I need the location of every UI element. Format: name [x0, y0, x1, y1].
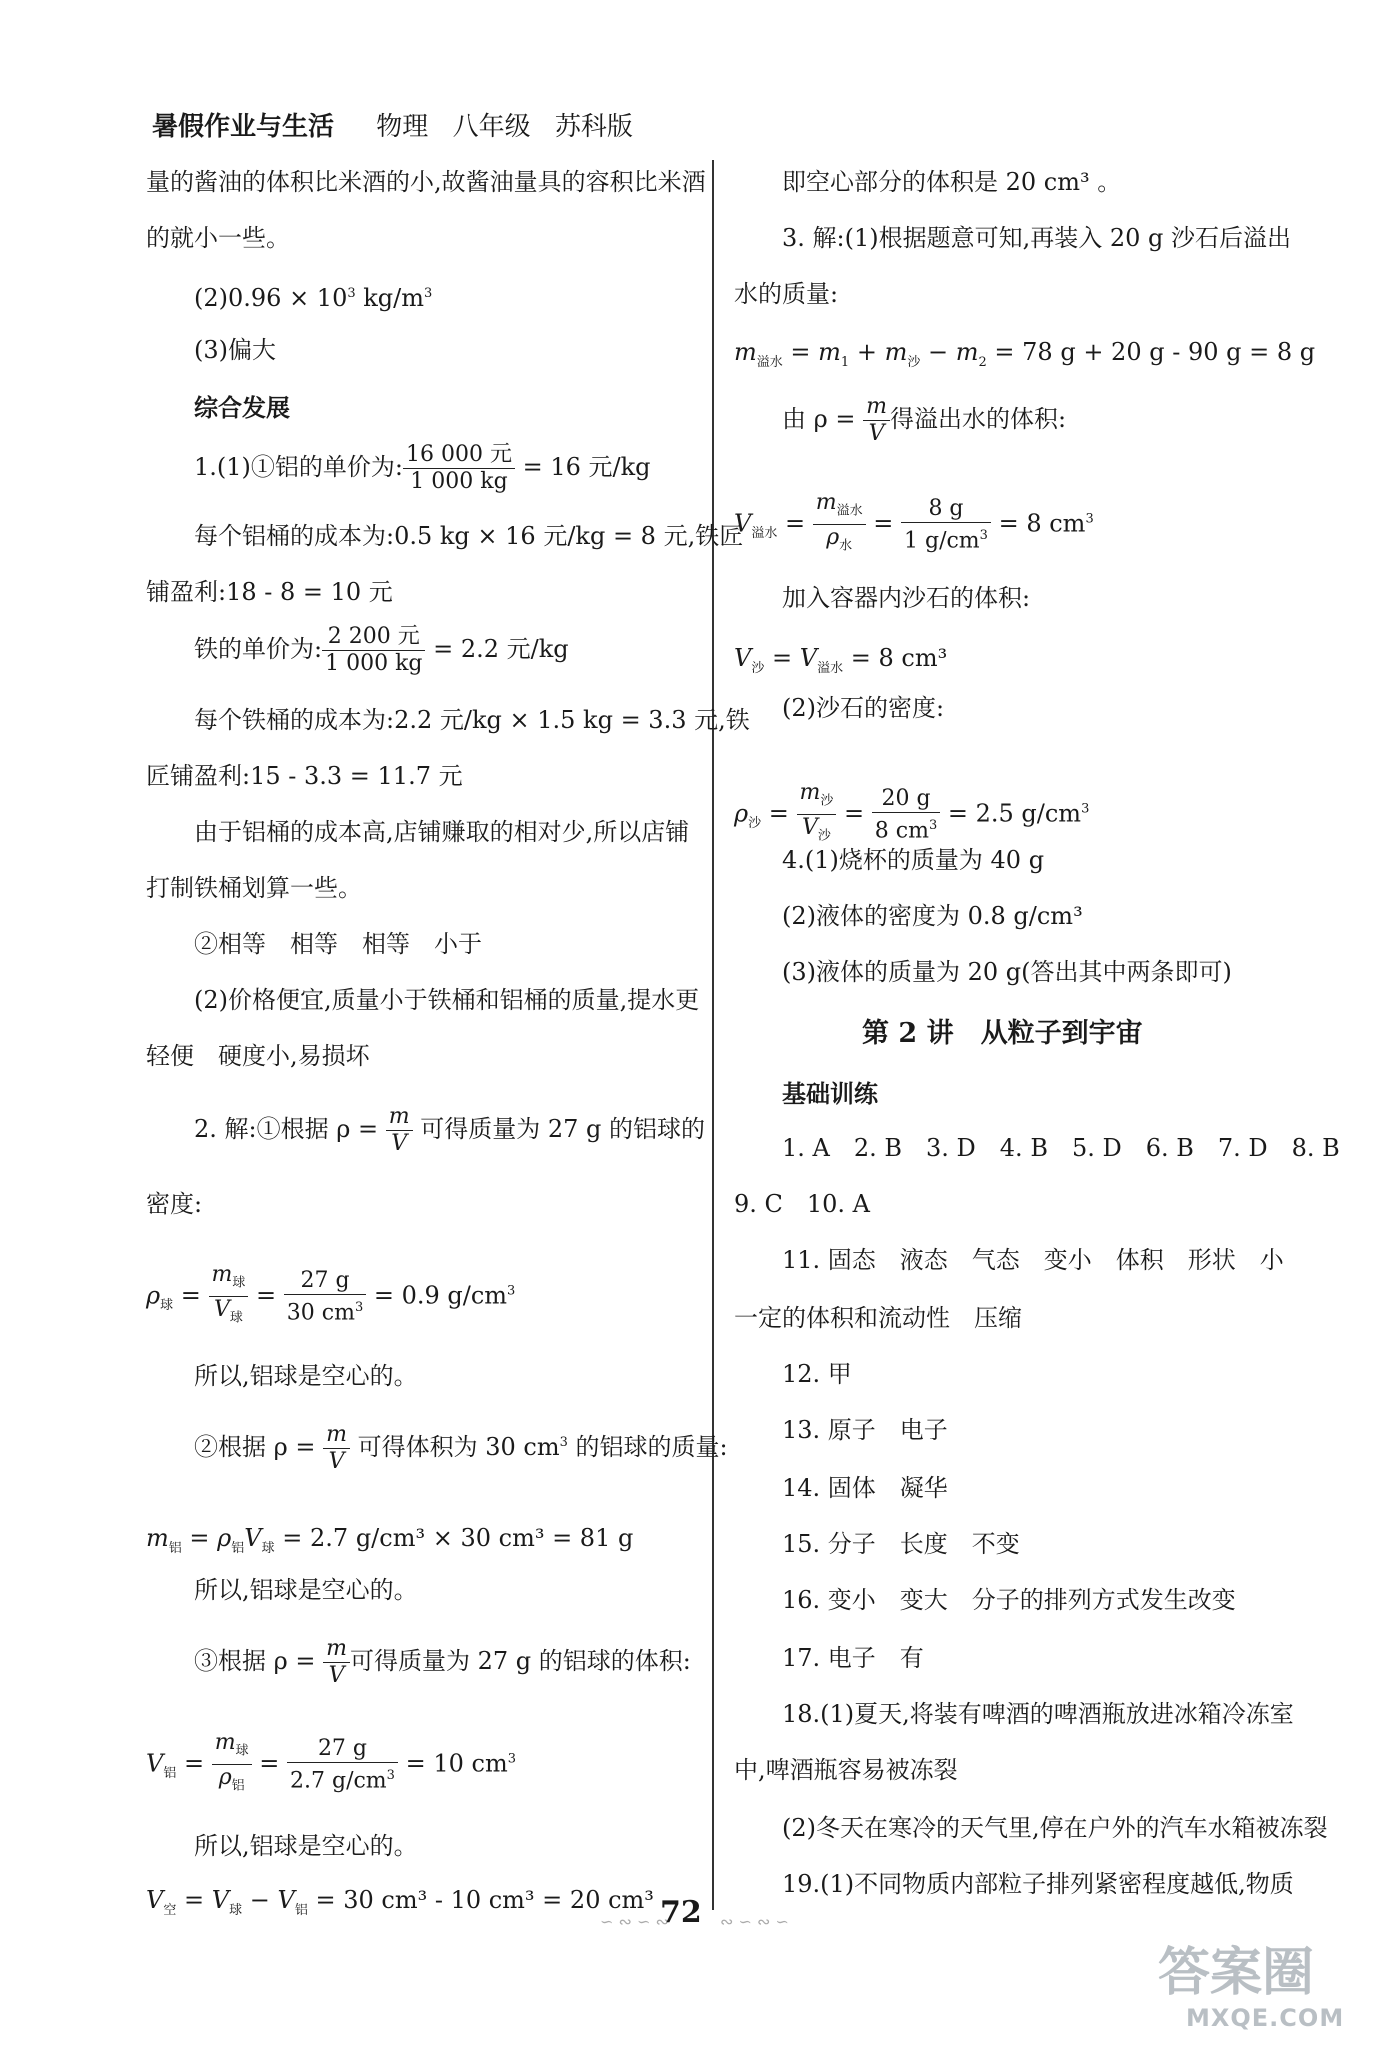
section-heading: 综合发展: [194, 393, 290, 422]
text-line: (2)沙石的密度:: [782, 694, 945, 722]
column-divider: [712, 160, 714, 1910]
page-header: [152, 106, 649, 143]
text-line: 由于铝桶的成本高,店铺赚取的相对少,所以店铺: [194, 818, 690, 846]
formula-line: $\rho_沙$ = $\frac{m_沙}{V_沙}$ = $\frac{20 g}{8 cm^3}$ = 2.5 $g/cm^3$: [734, 780, 1090, 844]
text-line: 的就小一些。: [146, 224, 290, 252]
formula-line: $V_空 = V_球 - V_铝 = 30$ cm³ - 10 cm³ = 20 cm³: [146, 1886, 654, 1918]
answer-line: 14. 固体 凝华: [782, 1474, 948, 1502]
formula-line: $m_{溢水} = m_1 + m_沙 - m_2 = 78$ g + 20 g - 90 g = 8 g: [734, 338, 1316, 370]
formula-line: 铁的单价为: $\frac{\text{2 200 元}}{1 000 kg}$ = 2.2 元/kg: [194, 624, 569, 676]
text-line: 铺盈利:18 - 8 = 10 元: [146, 578, 393, 606]
lesson-title: 第 2 讲 从粒子到宇宙: [862, 1018, 1143, 1049]
answer-line: 9. C 10. A: [734, 1190, 871, 1218]
answer-line: 18.(1)夏天,将装有啤酒的啤酒瓶放进冰箱冷冻室: [782, 1700, 1294, 1728]
formula-line: ③根据 ρ = $\frac{m}{V}$ 可得质量为 27 g 的铝球的体积:: [194, 1636, 691, 1688]
grade: 八年级: [452, 112, 531, 142]
text-line: 所以,铝球是空心的。: [194, 1832, 418, 1860]
edition: 苏科版: [554, 112, 633, 142]
ornament-left: ∽ ∾ ∽ ∾: [600, 1912, 669, 1931]
fraction: $\frac{m}{V}$: [386, 1104, 413, 1157]
answer-line: (2)冬天在寒冷的天气里,停在户外的汽车水箱被冻裂: [782, 1814, 1328, 1842]
answer-line: 中,啤酒瓶容易被冻裂: [734, 1756, 958, 1784]
formula-line: $V_铝$ = $\frac{m_球}{\rho_铝}$ = $\frac{27 g}{2.7 g/cm^3}$ = 10 $cm^3$: [146, 1730, 516, 1794]
text-line: 所以,铝球是空心的。: [194, 1362, 418, 1390]
text-line: 加入容器内沙石的体积:: [782, 584, 1031, 612]
fraction: $\frac{27 g}{30 cm^3}$: [284, 1268, 366, 1326]
ornament-right: ∾ ∽ ∾ ∽: [720, 1912, 789, 1931]
answer-line: 一定的体积和流动性 压缩: [734, 1304, 1022, 1332]
text-line: 3. 解:(1)根据题意可知,再装入 20 g 沙石后溢出: [782, 224, 1292, 252]
formula-line: 1.(1)①铝的单价为: $\frac{\text{16 000 元}}{1 000 kg}$ = 16 元/kg: [194, 442, 651, 494]
text-line: 打制铁桶划算一些。: [146, 874, 362, 902]
subject: 物理: [376, 112, 429, 142]
formula-line: $V_沙 = V_{溢水} = 8$ cm³: [734, 644, 948, 676]
watermark-logo: 答案圈 MXQE.COM: [1158, 1943, 1345, 2032]
text-line: 水的质量:: [734, 280, 839, 308]
answer-line: 1. A 2. B 3. D 4. B 5. D 6. B 7. D 8. B: [782, 1134, 1340, 1162]
answer-line: 17. 电子 有: [782, 1644, 924, 1672]
formula-line: $\rho_球$ = $\frac{m_球}{V_球}$ = $\frac{27 g}{30 cm^3}$ = 0.9 $g/cm^3$: [146, 1262, 516, 1326]
text-line: ②相等 相等 相等 小于: [194, 930, 482, 958]
text-line: (2)液体的密度为 0.8 g/cm³: [782, 902, 1083, 930]
answer-line: 12. 甲: [782, 1360, 852, 1388]
text-line: 每个铁桶的成本为:2.2 元/kg × 1.5 kg = 3.3 元,铁: [194, 706, 750, 734]
formula-line: $V_{溢水}$ = $\frac{m_{溢水}}{\rho_水}$ = $\frac{8 g}{1 g/cm^3}$ = 8 $cm^3$: [734, 490, 1094, 554]
answer-line: $(2)0.96 \times 10^3$ $kg/m^3$: [194, 284, 433, 312]
formula-line: 由 ρ = $\frac{m}{V}$ 得溢出水的体积:: [782, 394, 1067, 446]
page-number: 72: [660, 1895, 702, 1930]
text-line: 密度:: [146, 1190, 203, 1218]
answer-line: 13. 原子 电子: [782, 1416, 948, 1444]
fraction: $\frac{\text{2 200 元}}{1 000 kg}$: [322, 624, 425, 677]
answer-line: 16. 变小 变大 分子的排列方式发生改变: [782, 1586, 1236, 1614]
fraction: $\frac{27 g}{2.7 g/cm^3}$: [287, 1736, 398, 1794]
fraction: $\frac{\text{16 000 元}}{1 000 kg}$: [403, 442, 515, 495]
text-line: 每个铝桶的成本为:0.5 kg × 16 元/kg = 8 元,铁匠: [194, 522, 744, 550]
answer-line: 19.(1)不同物质内部粒子排列紧密程度越低,物质: [782, 1870, 1294, 1898]
book-title: 暑假作业与生活: [152, 112, 335, 142]
text-line: 轻便 硬度小,易损坏: [146, 1042, 370, 1070]
formula-line: ②根据 ρ = $\frac{m}{V}$ 可得体积为 30 $cm^3$ 的铝球的质量:: [194, 1422, 728, 1474]
text-line: (2)价格便宜,质量小于铁桶和铝桶的质量,提水更: [194, 986, 700, 1014]
formula-line: $m_铝 = \rho_铝V_球 = 2.7$ g/cm³ × 30 cm³ = 81 g: [146, 1524, 634, 1556]
fraction: $\frac{20 g}{8 cm^3}$: [872, 786, 940, 844]
answer-line: 15. 分子 长度 不变: [782, 1530, 1020, 1558]
text-line: 匠铺盈利:15 - 3.3 = 11.7 元: [146, 762, 463, 790]
answer-line: 11. 固态 液态 气态 变小 体积 形状 小: [782, 1246, 1284, 1274]
text-line: (3)液体的质量为 20 g(答出其中两条即可): [782, 958, 1232, 986]
text-line: 4.(1)烧杯的质量为 40 g: [782, 846, 1045, 874]
fraction: $\frac{8 g}{1 g/cm^3}$: [901, 496, 991, 554]
formula-line: 2. 解:①根据 ρ = $\frac{m}{V}$ 可得质量为 27 g 的铝球的: [194, 1104, 706, 1156]
text-line: 量的酱油的体积比米酒的小,故酱油量具的容积比米酒: [146, 168, 706, 196]
section-heading: 基础训练: [782, 1079, 878, 1108]
text-line: 即空心部分的体积是 20 cm³ 。: [782, 168, 1122, 196]
answer-line: (3)偏大: [194, 336, 276, 364]
text-line: 所以,铝球是空心的。: [194, 1576, 418, 1604]
